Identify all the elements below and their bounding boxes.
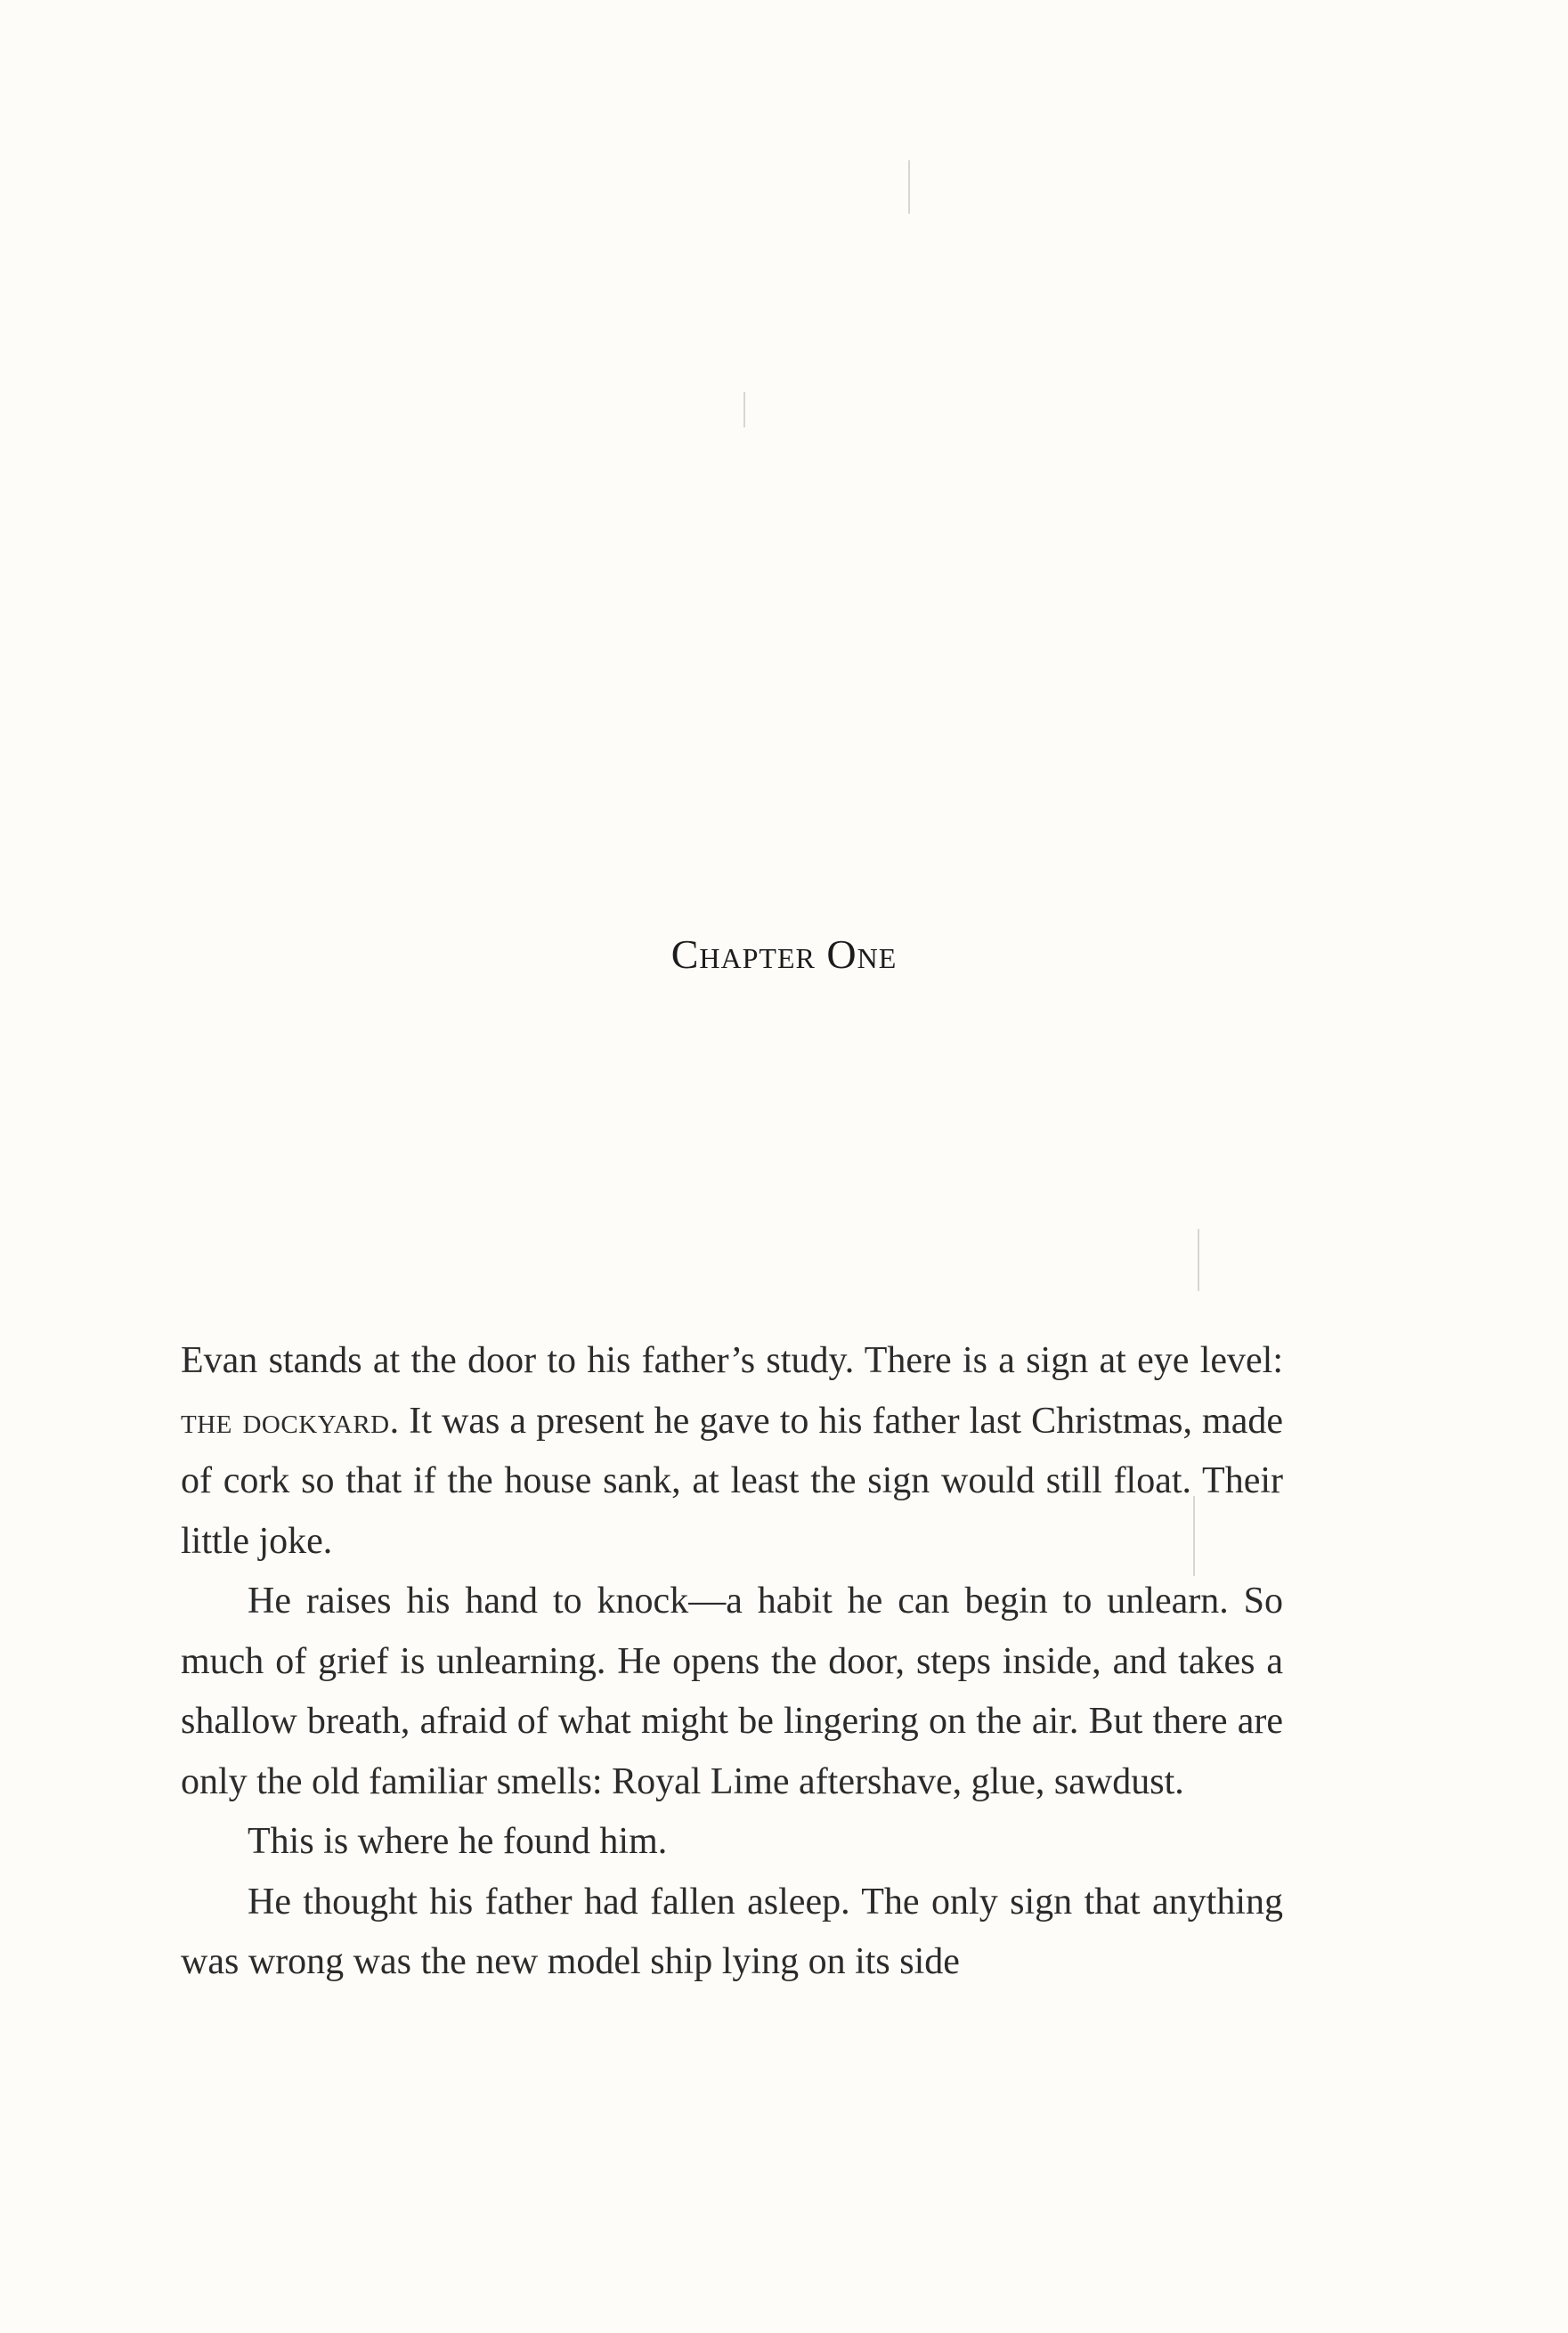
- paragraph-text: Evan stands at the door to his father’s study. There is a sign at eye level:: [181, 1340, 1283, 1381]
- chapter-title-text: Chapter One: [670, 931, 898, 977]
- scan-mark: [743, 392, 745, 427]
- paragraph: This is where he found him.: [248, 1821, 668, 1862]
- paragraph-text: . It was a present he gave to his father last Christmas, made of cork so that if the house sank, at least the sign would still float. Their little joke.: [181, 1400, 1284, 1562]
- scan-mark: [908, 160, 910, 214]
- chapter-body: [181, 1331, 1283, 1993]
- paragraph: [181, 1331, 1283, 1572]
- sign-text: the dockyard: [181, 1400, 390, 1442]
- paragraph: He raises his hand to knock—a habit he can begin to unlearn. So much of grief is unlearning. He opens the door, steps inside, and takes a shallow breath, afraid of what might be lingering on the air. But there are only the old familiar smells: Royal Lime aftershave, glue, sawdust.: [181, 1581, 1283, 1802]
- paragraph: He thought his father had fallen asleep. The only sign that anything was wrong was the new model ship lying on its side: [181, 1881, 1283, 1982]
- chapter-title: [0, 931, 1568, 978]
- scan-mark: [1198, 1229, 1199, 1291]
